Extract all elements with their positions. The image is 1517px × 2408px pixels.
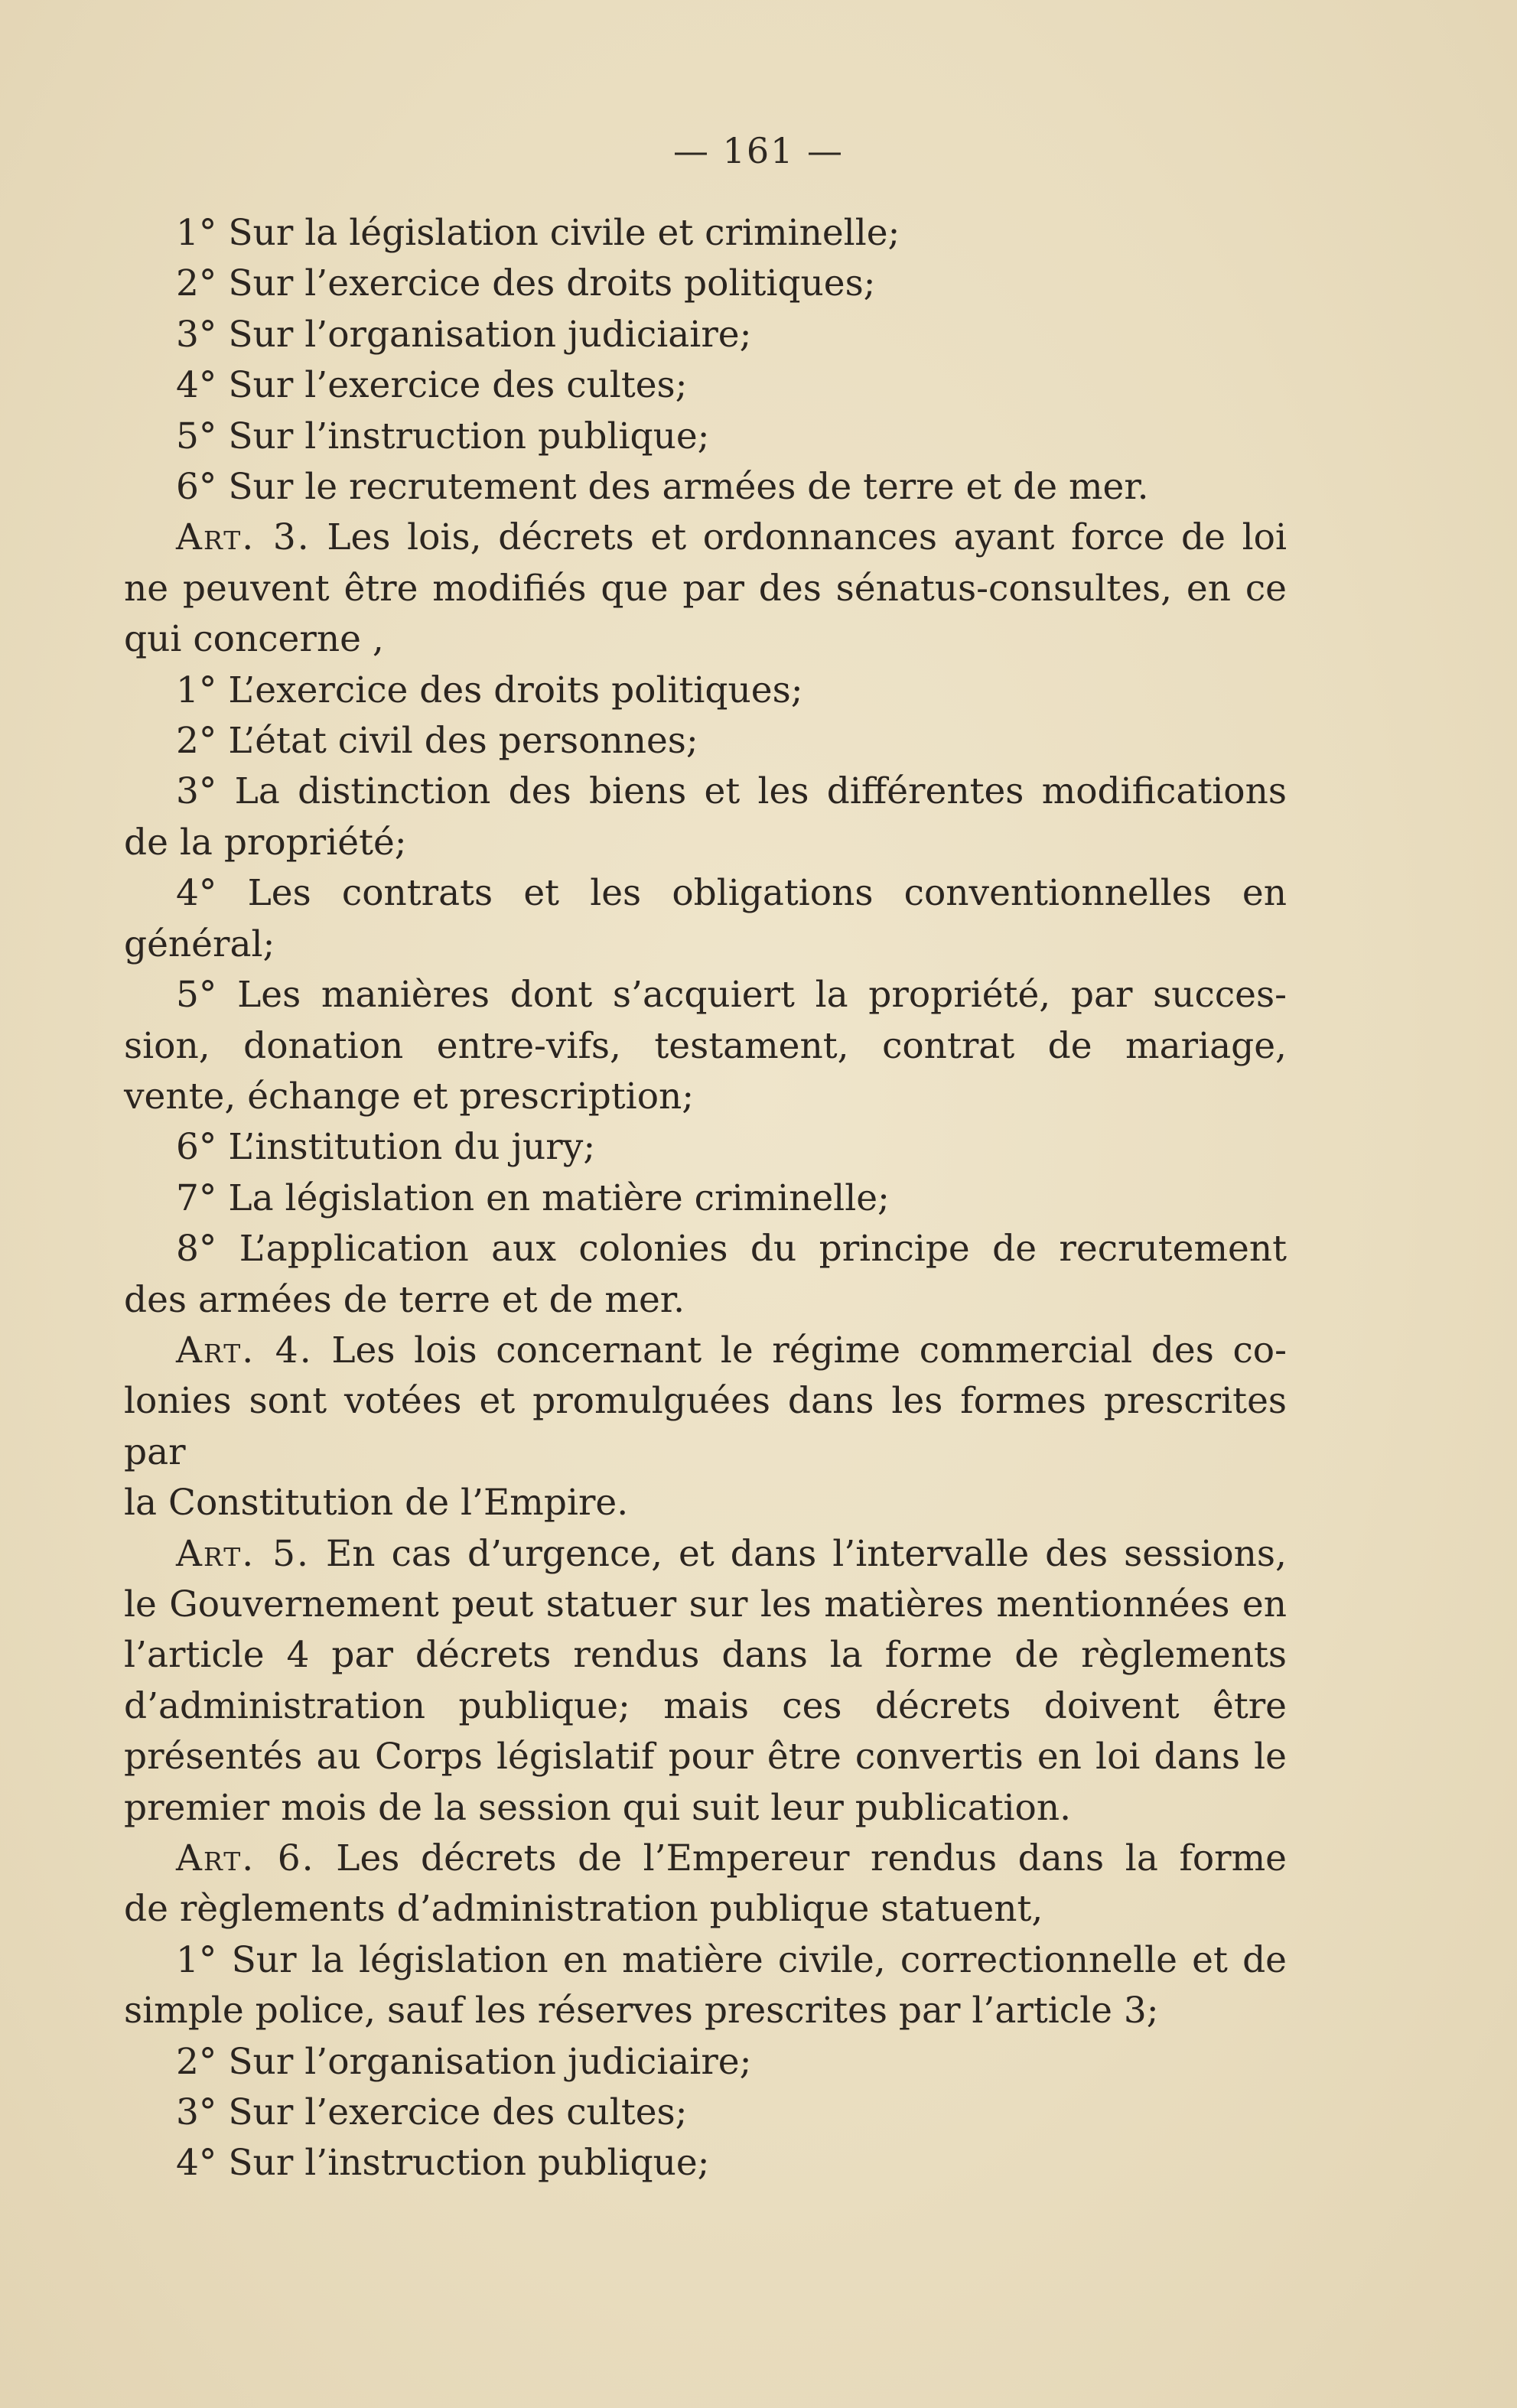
article-label: Art. 5. [176, 1532, 310, 1575]
item-number: 2° [176, 720, 217, 763]
text-line: premier mois de la session qui suit leur publication. [124, 1786, 1072, 1829]
list-item [124, 1224, 1287, 1274]
article-first-line [124, 1529, 1287, 1580]
article-first-line [124, 513, 1287, 563]
list-item [124, 1122, 1287, 1173]
text-line: de règlements d’administration publique statuent, [124, 1888, 1043, 1931]
item-number: 6° [176, 466, 217, 509]
text-line: Les lois concernant le régime commercial des co- [331, 1329, 1287, 1372]
item-text: Sur l’exercice des droits politiques; [228, 262, 876, 305]
item-text: L’état civil des personnes; [228, 720, 698, 763]
article-first-line [124, 1834, 1287, 1884]
item-text: Sur l’instruction publique; [228, 2142, 710, 2185]
list-item [124, 766, 1287, 817]
item-text: Sur la législation civile et criminelle; [228, 212, 900, 254]
list-item [124, 665, 1287, 716]
article-label: Art. 3. [176, 516, 311, 559]
item-text: Sur l’exercice des cultes; [228, 364, 688, 407]
item-number: 1° [176, 669, 217, 711]
item-number: 5° [176, 974, 217, 1017]
article-3 [124, 513, 1287, 1326]
text-line: la Constitution de l’Empire. [124, 1482, 629, 1525]
article-first-line [124, 1326, 1287, 1376]
item-continuation: de la propriété; [124, 821, 407, 864]
list-item [124, 2138, 1287, 2188]
list-item [124, 259, 1287, 309]
item-continuation: des armées de terre et de mer. [124, 1278, 685, 1321]
item-text: Sur l’exercice des cultes; [228, 2091, 688, 2134]
list-item [124, 2037, 1287, 2087]
item-text: Les contrats et les obligations conventionnelles en [247, 872, 1287, 915]
article-label: Art. 6. [176, 1837, 315, 1879]
item-text: L’exercice des droits politiques; [228, 669, 803, 711]
list-item [124, 868, 1287, 919]
item-text: Les manières dont s’acquiert la propriété, par succes- [237, 974, 1287, 1017]
text-line: ne peuvent être modifiés que par des sénatus-consultes, en ce [124, 567, 1287, 610]
list-item [124, 716, 1287, 766]
item-number: 7° [176, 1176, 217, 1219]
text-line: qui concerne , [124, 618, 384, 661]
list-item [124, 208, 1287, 259]
item-text: Sur l’instruction publique; [228, 415, 710, 457]
text-line: Les lois, décrets et ordonnances ayant force de loi [327, 516, 1287, 559]
text-line: présentés au Corps législatif pour être convertis en loi dans le [124, 1736, 1287, 1778]
item-continuation: simple police, sauf les réserves prescrites par l’article 3; [124, 1990, 1159, 2032]
text-line: lonies sont votées et promulguées dans les formes prescrites par [124, 1380, 1287, 1473]
item-text: L’application aux colonies du principe de recrutement [239, 1228, 1287, 1271]
item-number: 8° [176, 1228, 217, 1271]
item-text: La législation en matière criminelle; [228, 1176, 890, 1219]
text-line: d’administration publique; mais ces décrets doivent être [124, 1684, 1287, 1727]
list-item [124, 310, 1287, 360]
article-5 [124, 1529, 1287, 1834]
list-item [124, 2087, 1287, 2138]
list-item [124, 1173, 1287, 1224]
item-text: L’institution du jury; [228, 1126, 596, 1169]
item-number: 3° [176, 770, 217, 813]
text-line: En cas d’urgence, et dans l’intervalle des sessions, [326, 1532, 1287, 1575]
item-number: 4° [176, 872, 217, 915]
list-item [124, 970, 1287, 1020]
item-continuation: vente, échange et prescription; [124, 1075, 695, 1118]
item-number: 4° [176, 2142, 217, 2185]
item-number: 2° [176, 2040, 217, 2083]
item-continuation: sion, donation entre-vifs, testament, contrat de mariage, [124, 1024, 1287, 1067]
list-prev-article [124, 208, 1287, 513]
list-item [124, 360, 1287, 411]
article-label: Art. 4. [176, 1329, 313, 1372]
list-item [124, 1935, 1287, 1986]
item-number: 6° [176, 1126, 217, 1169]
list-item [124, 412, 1287, 462]
item-text: Sur le recrutement des armées de terre et de mer. [228, 466, 1149, 509]
item-number: 4° [176, 364, 217, 407]
text-line: l’article 4 par décrets rendus dans la forme de règlements [124, 1634, 1287, 1677]
page-number: — 161 — [672, 130, 845, 171]
item-number: 3° [176, 313, 217, 356]
text-line: le Gouvernement peut statuer sur les matières mentionnées en [124, 1583, 1287, 1625]
text-line: Les décrets de l’Empereur rendus dans la forme [336, 1837, 1287, 1879]
item-continuation: général; [124, 923, 275, 965]
item-text: Sur la législation en matière civile, correctionnelle et de [231, 1938, 1287, 1981]
item-text: Sur l’organisation judiciaire; [228, 2040, 752, 2083]
item-number: 1° [176, 212, 217, 254]
item-number: 5° [176, 415, 217, 457]
item-number: 1° [176, 1938, 217, 1981]
article-6 [124, 1834, 1287, 2189]
page-body [124, 208, 1287, 2189]
list-item [124, 462, 1287, 513]
item-number: 2° [176, 262, 217, 305]
article-4 [124, 1326, 1287, 1529]
item-text: La distinction des biens et les différentes modifications [234, 770, 1287, 813]
item-number: 3° [176, 2091, 217, 2134]
item-text: Sur l’organisation judiciaire; [228, 313, 752, 356]
